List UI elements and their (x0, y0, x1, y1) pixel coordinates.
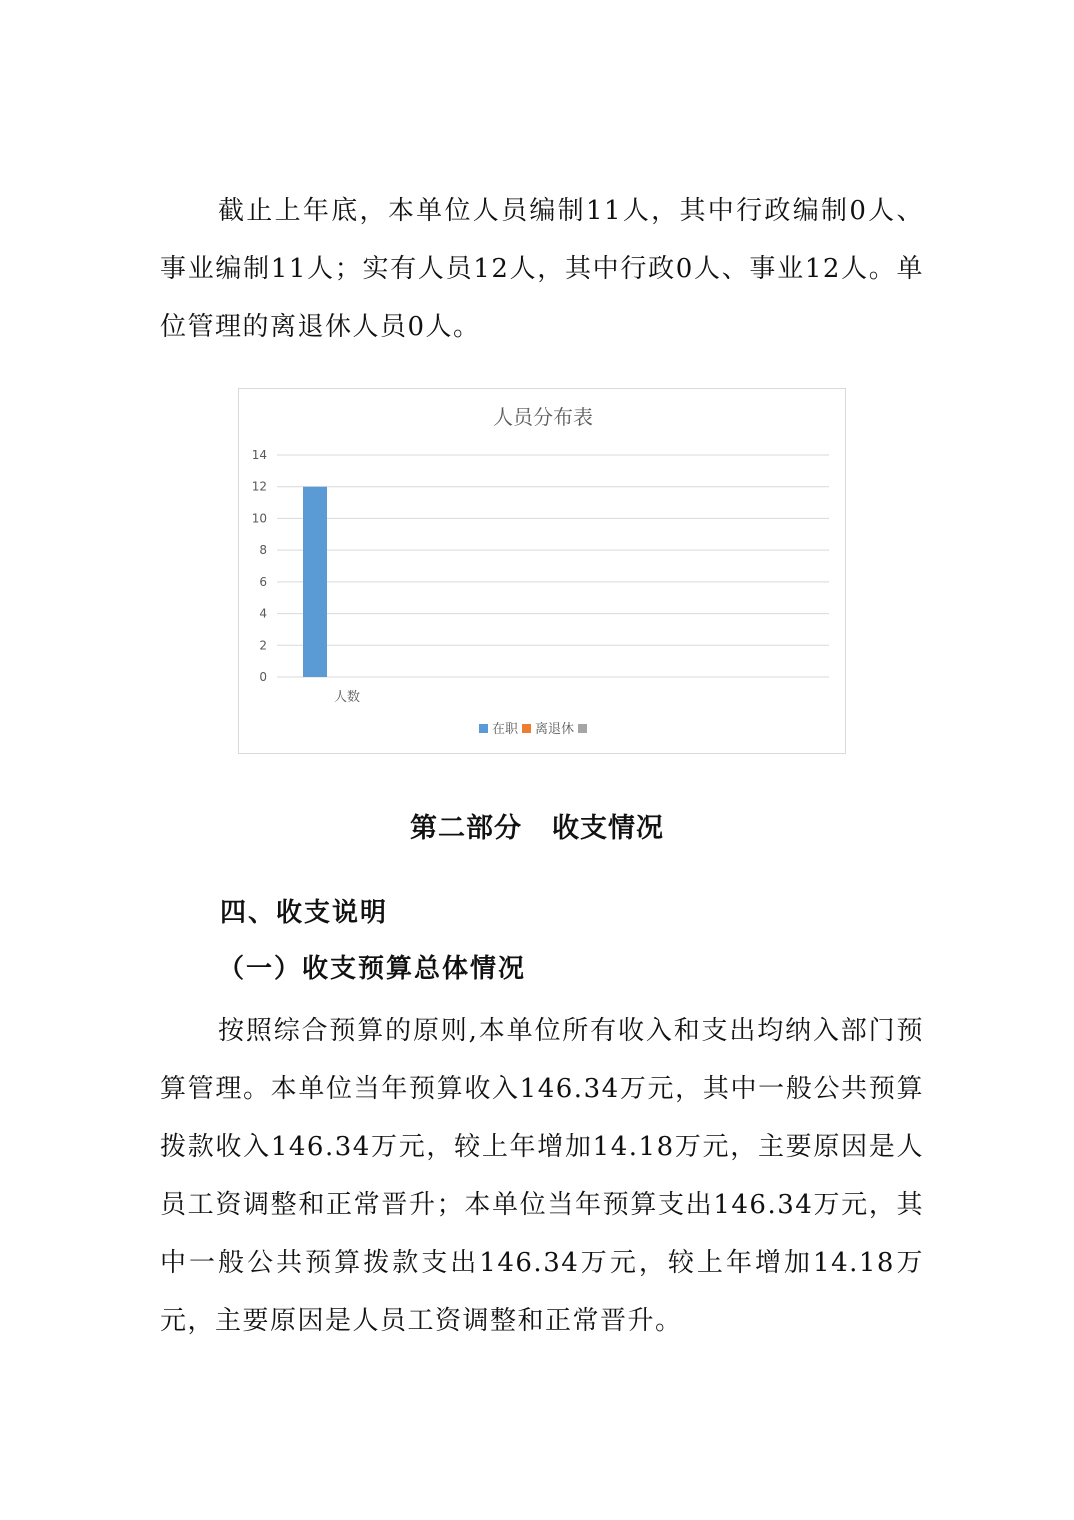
part-title-left: 第二部分 (410, 813, 522, 844)
part-title-right: 收支情况 (552, 813, 664, 844)
y-tick-label: 8 (259, 543, 267, 558)
bar-在职 (303, 487, 327, 677)
legend-swatch (479, 724, 488, 733)
y-tick-label: 2 (259, 638, 267, 653)
legend-swatch (578, 724, 587, 733)
legend-label: 离退休 (535, 722, 575, 737)
y-tick-label: 14 (251, 448, 267, 462)
y-tick-label: 12 (251, 479, 267, 494)
subsection-heading: （一）收支预算总体情况 (218, 954, 527, 984)
chart-title: 人员分布表 (493, 405, 593, 429)
legend-label: 在职 (492, 722, 519, 737)
part-title (0, 806, 1074, 845)
x-category-label: 人数 (333, 690, 361, 705)
y-tick-label: 10 (251, 511, 267, 526)
y-tick-label: 0 (259, 670, 267, 684)
section-heading: 四、收支说明 (220, 898, 389, 928)
staff-distribution-chart (238, 388, 846, 754)
y-tick-label: 6 (259, 574, 267, 589)
y-tick-label: 4 (259, 606, 267, 621)
staffing-paragraph: 截止上年底，本单位人员编制11人，其中行政编制0人、事业编制11人；实有人员12人，其中行政0人、事业12人。单位管理的离退休人员0人。 (160, 196, 924, 342)
budget-paragraph: 按照综合预算的原则,本单位所有收入和支出均纳入部门预算管理。本单位当年预算收入146.34万元，其中一般公共预算拨款收入146.34万元，较上年增加14.18万元，主要原因是人员工资调整和正常晋升；本单位当年预算支出146.34万元，其中一般公共预算拨款支出146.34万元，较上年增加14.18万元，主要原因是人员工资调整和正常晋升。 (160, 1016, 924, 1336)
legend-swatch (522, 724, 531, 733)
chart-canvas (239, 389, 847, 755)
